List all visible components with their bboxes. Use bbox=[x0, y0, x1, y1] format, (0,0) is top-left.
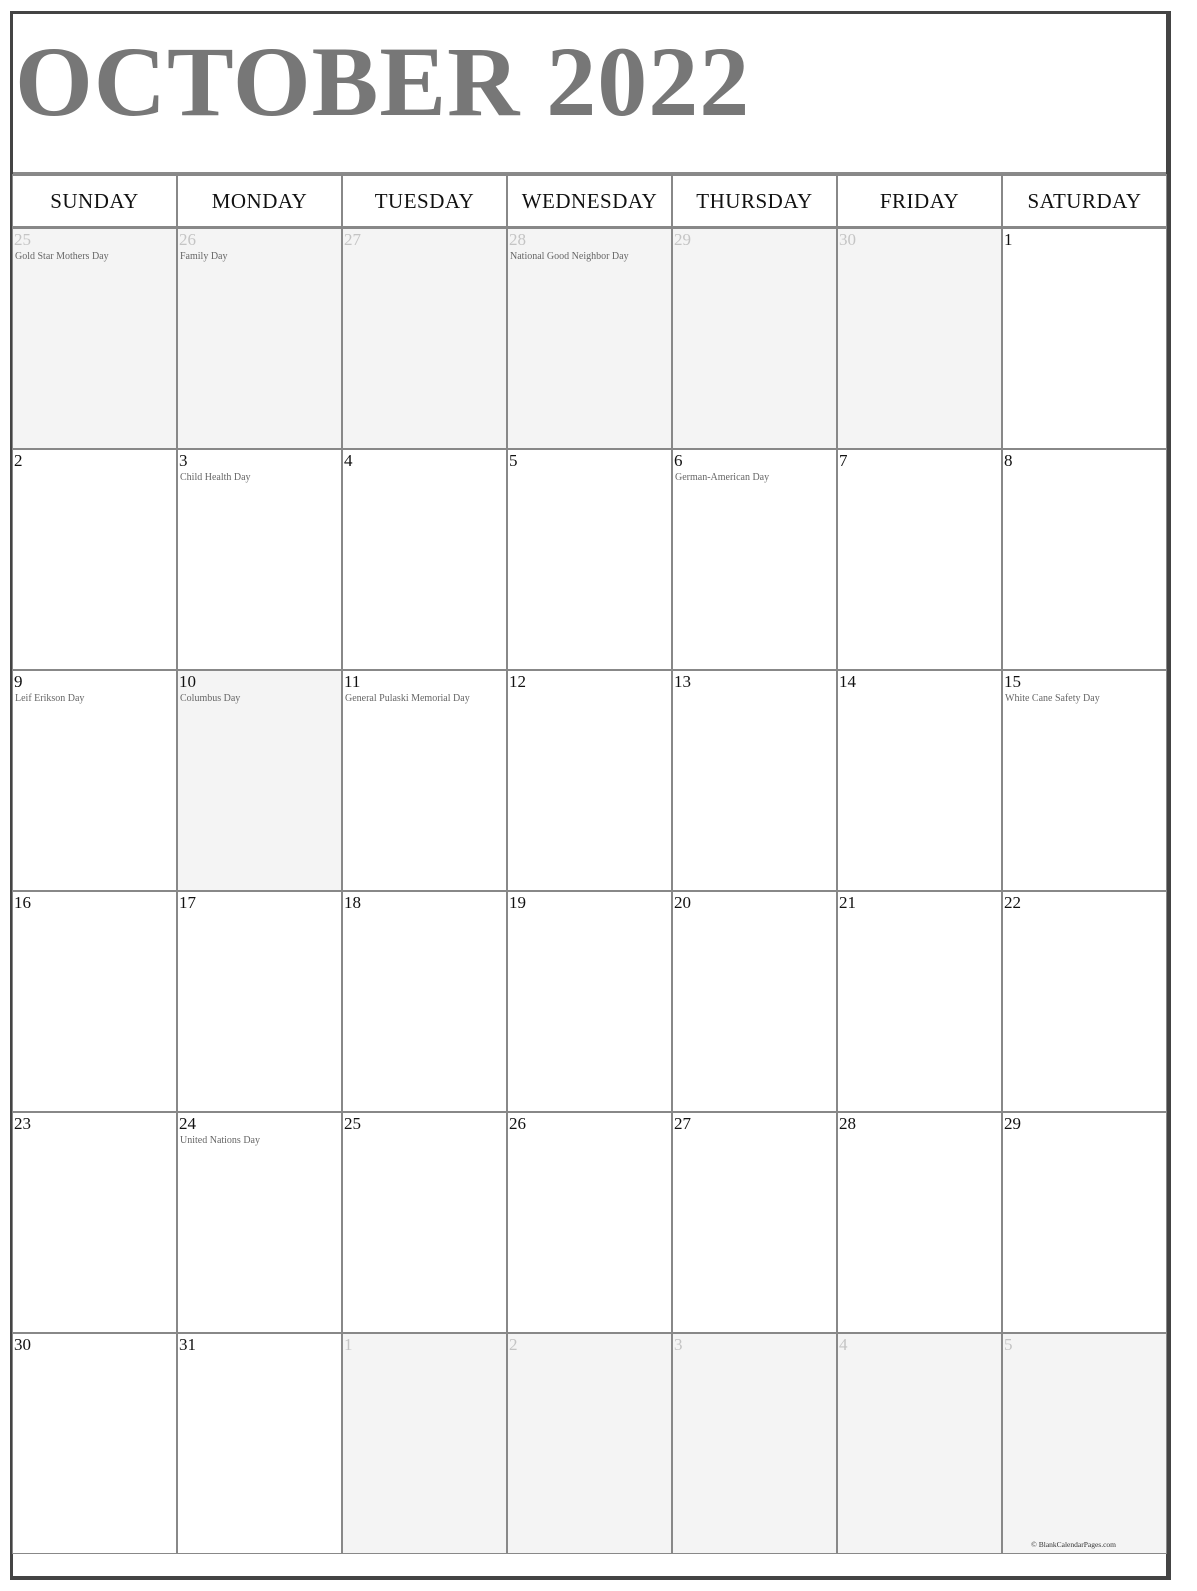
page-title: OCTOBER 2022 bbox=[15, 26, 751, 137]
day-number: 26 bbox=[179, 230, 196, 249]
day-cell-outside-month[interactable] bbox=[12, 228, 177, 449]
day-cell[interactable] bbox=[1002, 1112, 1167, 1333]
day-cell[interactable] bbox=[507, 670, 672, 891]
day-number: 18 bbox=[344, 893, 361, 912]
day-number: 2 bbox=[14, 451, 23, 470]
day-cell[interactable] bbox=[12, 1112, 177, 1333]
day-number: 19 bbox=[509, 893, 526, 912]
day-number: 28 bbox=[509, 230, 526, 249]
day-number: 11 bbox=[344, 672, 361, 691]
day-cell[interactable] bbox=[177, 1112, 342, 1333]
day-number: 20 bbox=[674, 893, 691, 912]
day-cell[interactable] bbox=[1002, 449, 1167, 670]
day-cell[interactable] bbox=[1002, 670, 1167, 891]
day-number: 27 bbox=[674, 1114, 691, 1133]
holiday-label: Leif Erikson Day bbox=[15, 693, 85, 704]
day-cell[interactable] bbox=[177, 670, 342, 891]
day-number: 1 bbox=[1004, 230, 1013, 249]
day-cell[interactable] bbox=[342, 891, 507, 1112]
weekday-header-wednesday: WEDNESDAY bbox=[507, 174, 672, 228]
day-cell[interactable] bbox=[12, 670, 177, 891]
day-cell[interactable] bbox=[672, 670, 837, 891]
day-cell-outside-month[interactable] bbox=[672, 228, 837, 449]
day-cell[interactable] bbox=[672, 891, 837, 1112]
day-number: 5 bbox=[1004, 1335, 1013, 1354]
day-cell[interactable] bbox=[837, 891, 1002, 1112]
day-number: 30 bbox=[14, 1335, 31, 1354]
day-number: 2 bbox=[509, 1335, 518, 1354]
day-number: 13 bbox=[674, 672, 691, 691]
day-cell[interactable] bbox=[507, 449, 672, 670]
holiday-label: German-American Day bbox=[675, 472, 770, 483]
day-number: 7 bbox=[839, 451, 848, 470]
day-number: 26 bbox=[509, 1114, 526, 1133]
title-area bbox=[13, 14, 1166, 174]
weekday-header-friday: FRIDAY bbox=[837, 174, 1002, 228]
day-cell[interactable] bbox=[837, 449, 1002, 670]
day-cell[interactable] bbox=[507, 1112, 672, 1333]
day-number: 22 bbox=[1004, 893, 1021, 912]
day-number: 12 bbox=[509, 672, 526, 691]
day-cell-outside-month[interactable] bbox=[507, 1333, 672, 1554]
day-number: 1 bbox=[344, 1335, 353, 1354]
day-cell-outside-month[interactable] bbox=[342, 228, 507, 449]
day-number: 25 bbox=[344, 1114, 361, 1133]
day-number: 4 bbox=[839, 1335, 848, 1354]
day-number: 16 bbox=[14, 893, 31, 912]
day-cell[interactable] bbox=[342, 1112, 507, 1333]
day-number: 14 bbox=[839, 672, 856, 691]
weekday-header-saturday: SATURDAY bbox=[1002, 174, 1167, 228]
day-cell-outside-month[interactable] bbox=[837, 1333, 1002, 1554]
calendar-grid bbox=[12, 174, 1167, 1554]
day-cell-outside-month[interactable] bbox=[837, 228, 1002, 449]
day-number: 17 bbox=[179, 893, 196, 912]
holiday-label: General Pulaski Memorial Day bbox=[345, 693, 470, 704]
day-number: 21 bbox=[839, 893, 856, 912]
day-cell-outside-month[interactable] bbox=[342, 1333, 507, 1554]
day-number: 6 bbox=[674, 451, 683, 470]
holiday-label: Columbus Day bbox=[180, 693, 241, 704]
day-cell-outside-month[interactable] bbox=[177, 228, 342, 449]
day-cell-outside-month[interactable] bbox=[672, 1333, 837, 1554]
weekday-header-monday: MONDAY bbox=[177, 174, 342, 228]
day-number: 23 bbox=[14, 1114, 31, 1133]
day-cell[interactable] bbox=[342, 449, 507, 670]
day-cell-outside-month[interactable] bbox=[1002, 1333, 1167, 1554]
calendar-page bbox=[10, 11, 1171, 1580]
day-cell[interactable] bbox=[342, 670, 507, 891]
day-number: 3 bbox=[179, 451, 188, 470]
day-cell[interactable] bbox=[837, 1112, 1002, 1333]
day-cell[interactable] bbox=[837, 670, 1002, 891]
day-number: 4 bbox=[344, 451, 353, 470]
day-cell[interactable] bbox=[12, 891, 177, 1112]
day-number: 5 bbox=[509, 451, 518, 470]
day-cell[interactable] bbox=[1002, 891, 1167, 1112]
day-number: 29 bbox=[1004, 1114, 1021, 1133]
day-number: 10 bbox=[179, 672, 196, 691]
day-cell[interactable] bbox=[12, 1333, 177, 1554]
day-cell[interactable] bbox=[177, 449, 342, 670]
day-cell[interactable] bbox=[672, 449, 837, 670]
day-number: 25 bbox=[14, 230, 31, 249]
day-number: 24 bbox=[179, 1114, 196, 1133]
day-number: 27 bbox=[344, 230, 361, 249]
holiday-label: Gold Star Mothers Day bbox=[15, 251, 109, 262]
day-number: 29 bbox=[674, 230, 691, 249]
holiday-label: Family Day bbox=[180, 251, 228, 262]
holiday-label: Child Health Day bbox=[180, 472, 251, 483]
day-number: 30 bbox=[839, 230, 856, 249]
day-cell-outside-month[interactable] bbox=[507, 228, 672, 449]
day-number: 9 bbox=[14, 672, 23, 691]
day-cell[interactable] bbox=[1002, 228, 1167, 449]
day-number: 28 bbox=[839, 1114, 856, 1133]
day-number: 31 bbox=[179, 1335, 196, 1354]
holiday-label: National Good Neighbor Day bbox=[510, 251, 629, 262]
weekday-header-tuesday: TUESDAY bbox=[342, 174, 507, 228]
day-cell[interactable] bbox=[177, 1333, 342, 1554]
site-credit: © BlankCalendarPages.com bbox=[1031, 1540, 1116, 1549]
weekday-header-sunday: SUNDAY bbox=[12, 174, 177, 228]
weekday-header-thursday: THURSDAY bbox=[672, 174, 837, 228]
day-cell[interactable] bbox=[507, 891, 672, 1112]
day-number: 3 bbox=[674, 1335, 683, 1354]
holiday-label: White Cane Safety Day bbox=[1005, 693, 1100, 704]
day-number: 15 bbox=[1004, 672, 1021, 691]
day-cell[interactable] bbox=[672, 1112, 837, 1333]
day-cell[interactable] bbox=[12, 449, 177, 670]
day-number: 8 bbox=[1004, 451, 1013, 470]
day-cell[interactable] bbox=[177, 891, 342, 1112]
holiday-label: United Nations Day bbox=[180, 1135, 260, 1146]
